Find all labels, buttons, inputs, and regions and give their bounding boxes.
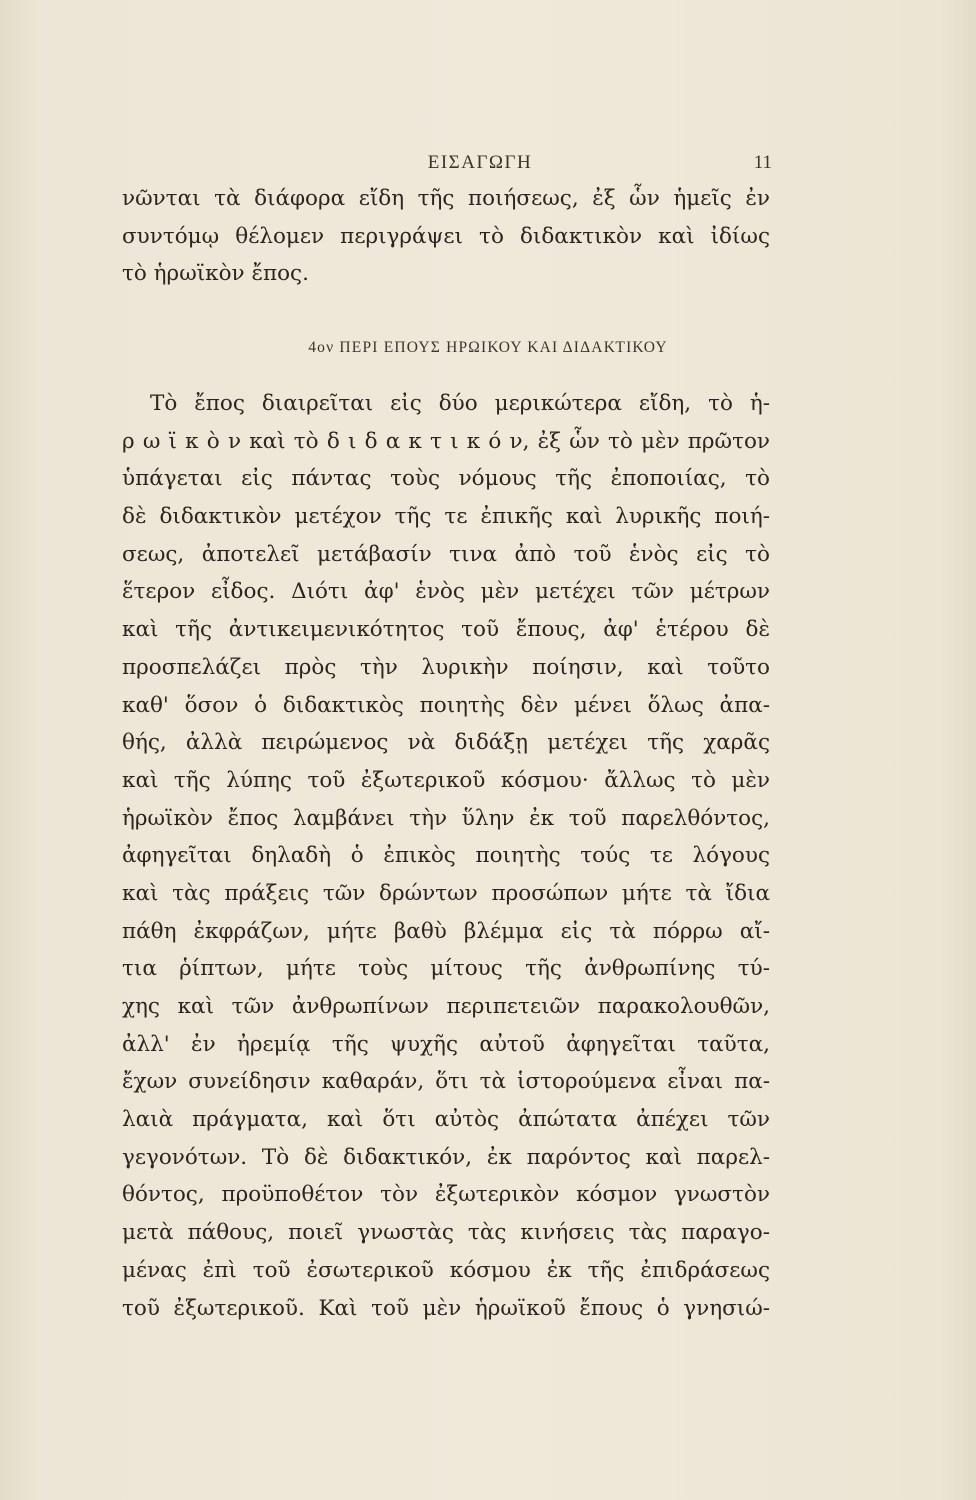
text-line: σεως, ἀποτελεῖ μετάβασίν τινα ἀπὸ τοῦ ἑνὸς εἰς τὸ [122,541,770,567]
text-line: ἀφηγεῖται δηλαδὴ ὁ ἐπικὸς ποιητὴς τούς τε λόγους [122,843,770,869]
text-line: μένας ἐπὶ τοῦ ἐσωτερικοῦ κόσμου ἐκ τῆς ἐπιδράσεως [122,1257,770,1283]
text-line: καὶ τὰς πράξεις τῶν δρώντων προσώπων μήτε τὰ ἴδια [122,880,770,906]
text-line: γεγονότων. Τὸ δὲ διδακτικόν, ἐκ παρόντος καὶ παρελ- [122,1144,770,1170]
text-line: τὸ ἡρωϊκὸν ἔπος. [122,261,309,287]
page-number: 11 [753,152,772,173]
text-line: Τὸ ἔπος διαιρεῖται εἰς δύο μερικώτερα εἴδη, τὸ ἡ- [150,391,770,416]
text-line: καὶ τῆς λύπης τοῦ ἐξωτερικοῦ κόσμου· ἄλλως τὸ μὲν [122,767,770,793]
running-head [0,152,976,182]
text-line: ὑπάγεται εἰς πάντας τοὺς νόμους τῆς ἐποποιίας, τὸ [122,466,770,492]
text-line: ρ ω ϊ κ ὸ ν καὶ τὸ δ ι δ α κ τ ι κ ό ν, ἐξ ὧν τὸ μὲν πρῶτον [122,428,770,454]
text-line: μετὰ πάθους, ποιεῖ γνωστὰς τὰς κινήσεις τὰς παραγο- [122,1220,770,1246]
text-line: καὶ τῆς ἀντικειμενικότητος τοῦ ἔπους, ἀφ' ἑτέρου δὲ [122,617,770,643]
text-line: ἔχων συνείδησιν καθαράν, ὅτι τὰ ἱστορούμενα εἶναι πα- [122,1069,770,1095]
text-line: λαιὰ πράγματα, καὶ ὅτι αὐτὸς ἀπώτατα ἀπέχει τῶν [122,1107,770,1133]
text-line: ἀλλ' ἐν ἠρεμίᾳ τῆς ψυχῆς αὐτοῦ ἀφηγεῖται ταῦτα, [122,1031,770,1057]
running-title: ΕΙΣΑΓΩΓΗ [427,152,533,173]
paragraph-continuation [122,180,770,293]
text-line: πάθη ἐκφράζων, μήτε βαθὺ βλέμμα εἰς τὰ πόρρω αἴ- [122,918,770,944]
text-line: καθ' ὅσον ὁ διδακτικὸς ποιητὴς δὲν μένει ὅλως ἀπα- [122,692,770,718]
text-line: θόντος, προϋποθέτον τὸν ἐξωτερικὸν κόσμον γνωστὸν [122,1182,770,1208]
text-line: συντόμῳ θέλομεν περιγράψει τὸ διδακτικὸν καὶ ἰδίως [122,223,770,249]
text-line: τοῦ ἐξωτερικοῦ. Καὶ τοῦ μὲν ἡρωϊκοῦ ἔπους ὁ γνησιώ- [122,1295,770,1321]
text-line: δὲ διδακτικὸν μετέχον τῆς τε ἐπικῆς καὶ λυρικῆς ποιή- [122,504,770,530]
text-line: προσπελάζει πρὸς τὴν λυρικὴν ποίησιν, καὶ τοῦτο [122,654,770,680]
paragraph-main [122,385,770,1327]
text-line: ἡρωϊκὸν ἔπος λαμβάνει τὴν ὕλην ἐκ τοῦ παρελθόντος, [122,805,770,831]
text-line: θής, ἀλλὰ πειρώμενος νὰ διδάξῃ μετέχει τῆς χαρᾶς [122,730,770,756]
section-heading: 4ον ΠΕΡΙ ΕΠΟΥΣ ΗΡΩΙΚΟΥ ΚΑΙ ΔΙΔΑΚΤΙΚΟΥ [308,339,668,356]
text-line: νῶνται τὰ διάφορα εἴδη τῆς ποιήσεως, ἐξ ὧν ἡμεῖς ἐν [122,186,770,211]
text-line: ἕτερον εἶδος. Διότι ἀφ' ἑνὸς μὲν μετέχει τῶν μέτρων [122,579,770,605]
text-line: τια ῥίπτων, μήτε τοὺς μίτους τῆς ἀνθρωπίνης τύ- [122,956,770,982]
text-line: χης καὶ τῶν ἀνθρωπίνων περιπετειῶν παρακολουθῶν, [122,994,770,1019]
